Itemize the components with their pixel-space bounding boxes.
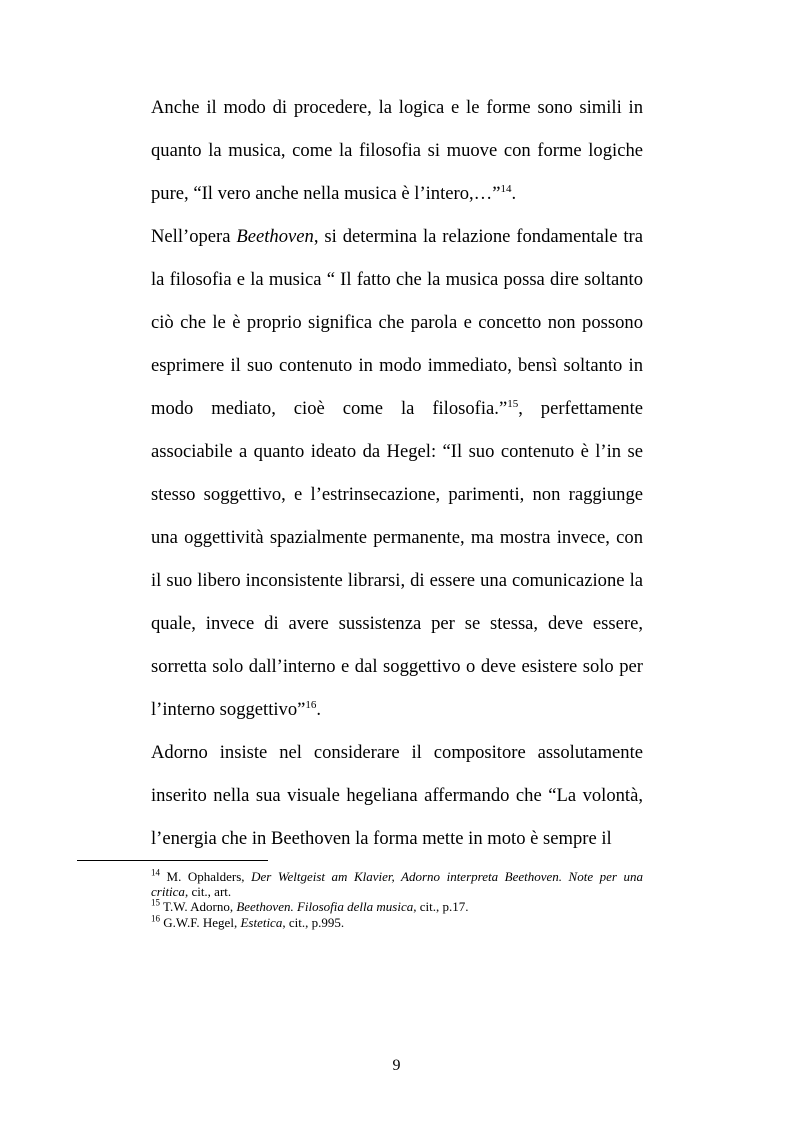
footnote-author: T.W. Adorno, [160,899,237,915]
footnote-title: Estetica [240,914,283,930]
footnote-citation: , cit., art. [184,884,232,900]
work-title-beethoven: Beethoven [236,226,314,247]
paragraph-2 [151,215,643,731]
paragraph-1-end: . [511,183,517,204]
paragraph-2-end: . [316,699,322,720]
footnote-number: 15 [151,898,160,909]
footnote-separator [77,860,268,861]
paragraph-3 [151,731,643,860]
page-number: 9 [392,1057,401,1074]
footnote-ref-14[interactable]: 14 [500,182,512,195]
body-text [151,86,643,860]
footnote-number: 16 [151,913,160,924]
footnotes [151,869,643,930]
paragraph-2-quote: , si determina la relazione fondamentale tra la filosofia e la musica “ Il fatto che la musica possa dire soltanto ciò che le è proprio significa che parola e concetto non possono esprimere il suo contenuto in modo immediato, bensì soltanto in modo mediato, cioè come la filosofia.” [151,226,643,419]
paragraph-1 [151,86,643,215]
footnote-title: Der Weltgeist am Klavier, Adorno interpreta Beethoven. Note per una critica [151,869,643,900]
footnote-citation: , cit., p.17. [413,899,469,915]
paragraph-1-text: Anche il modo di procedere, la logica e le forme sono simili in quanto la musica, come la filosofia si muove con forme logiche pure, “Il vero anche nella musica è l’intero,…” [151,97,643,204]
footnote-ref-16[interactable]: 16 [305,698,317,711]
footnote-author: M. Ophalders, [160,869,252,884]
footnote-citation: , cit., p.995. [282,914,345,930]
footnote-ref-15[interactable]: 15 [507,397,519,410]
footnote-16 [151,915,643,930]
footnote-author: G.W.F. Hegel, [160,914,241,930]
footnote-title: Beethoven. Filosofia della musica [236,899,414,915]
footnote-number: 14 [151,867,160,878]
footnote-15 [151,899,643,914]
paragraph-2-hegel: , perfettamente associabile a quanto ideato da Hegel: “Il suo contenuto è l’in se stesso soggettivo, e l’estrinsecazione, parimenti, non raggiunge una oggettività spazialmente permanente, ma mostra invece, con il suo libero inconsistente librarsi, di essere una comunicazione la quale, invece di avere sussistenza per se stessa, deve essere, sorretta solo dall’interno e dal soggettivo o deve esistere solo per l’interno soggettivo” [151,398,644,720]
paragraph-3-text: Adorno insiste nel considerare il compositore assolutamente inserito nella sua visuale hegeliana affermando che “La volontà, l’energia che in Beethoven la forma mette in moto è sempre il [151,742,643,849]
footnote-14 [151,869,643,899]
paragraph-2-lead: Nell’opera [151,226,237,247]
